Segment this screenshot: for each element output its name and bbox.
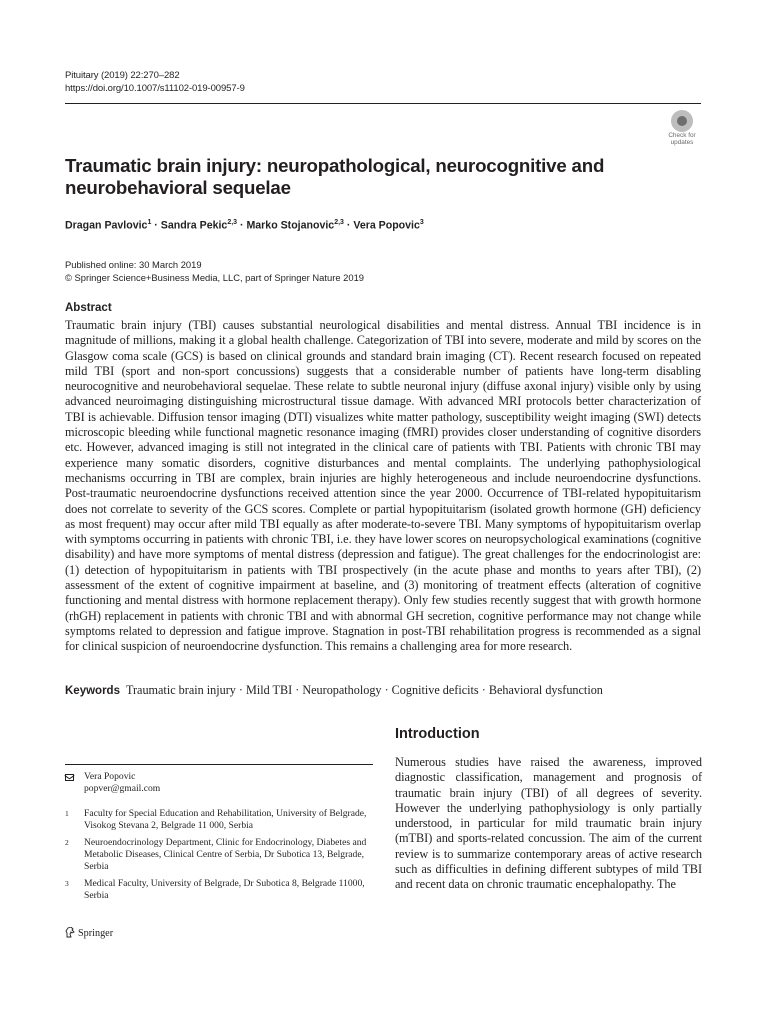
introduction-text: Numerous studies have raised the awareness, improved diagnostic classification, management and prognosis of traumatic brain injury (TBI) of all degrees of severity. However the underlying pathophysiology is only partially understood, in particular for mild traumatic brain injury (mTBI) and sports-related concussion. The aim of the current review is to summarize contemporary areas of active research such as difficulties in defining different subtypes of mild TBI and recent data on chronic traumatic encephalopathy. The [395, 755, 702, 892]
affiliation-number: 2 [65, 838, 69, 847]
doi-link[interactable]: https://doi.org/10.1007/s11102-019-00957-9 [65, 83, 245, 94]
author-affiliation: 3 [419, 219, 424, 226]
author-separator: · [343, 219, 354, 232]
publisher-name: Springer [78, 928, 114, 939]
affiliation-number: 3 [65, 879, 69, 888]
author-name[interactable]: Sandra Pekic [160, 219, 228, 232]
author-affiliation: 2,3 [227, 219, 238, 226]
author-separator: · [151, 219, 161, 232]
corresponding-email[interactable]: popver@gmail.com [84, 783, 161, 794]
author-name[interactable]: Marko Stojanovic [246, 219, 335, 232]
abstract-heading: Abstract [65, 302, 112, 314]
author-affiliation: 2,3 [334, 219, 344, 226]
badge-line-2: updates [670, 139, 694, 146]
abstract-text: Traumatic brain injury (TBI) causes substantial neurological disabilities and mental distress. Annual TBI incidence is in magnitude of millions, making it a global health challenge. Categorization of TBI into severe, moderate and mild by scores on the Glasgow coma scale (GCS) is based on clinical grounds and standard brain imaging (CT). Recent research focused on repeated mild TBI (sport and non-sport concussions) suggests that a considerable number of patients have long-term disabling neurocognitive and neurobehavioral sequelae. These relate to subtle neuronal injury (diffuse axonal injury) visible only by using advanced neuroimaging distinguishing microstructural tissue damage. With advanced MRI protocols better characterization of TBI is achievable. Diffusion tensor imaging (DTI) visualizes white matter pathology, susceptibility weight imaging (SWI) detects microscopic bleeding while functional magnetic resonance imaging (fMRI) provides closer understanding of cognitive disorders etc. However, advanced imaging is still not integrated in the clinical care of patients with TBI. Patients with chronic TBI may experience many somatic disorders, cognitive disturbances and mental complaints. The underlying pathophysiological mechanisms occurring in TBI are complex, brain injuries are highly heterogeneous and include neuroendocrine dysfunctions. Post-traumatic neuroendocrine dysfunctions received attention since the year 2000. Occurrence of TBI-related hypopituitarism does not correlate to severity of the GCS scores. Complete or partial hypopituitarism (isolated growth hormone (GH) deficiency as most frequent) may occur after mild TBI equally as after moderate-to-severe TBI. Many symptoms of hypopituitarism overlap with symptoms occurring in patients with chronic TBI, i.e. they have lower scores on neuropsychological examinations (cognitive disability) and have more symptoms of mental distress (depression and fatigue). The great challenges for the endocrinologist are: (1) detection of hypopituitarism in patients with TBI prospectively (in the acute phase and months to years after TBI), (2) assessment of the extent of cognitive impairment at baseline, and (3) monitoring of treatment effects (alteration of cognitive functioning and mental distress with hormone replacement therapy). Only few studies recently suggest that with growth hormone (rhGH) replacement in patients with chronic TBI and with abnormal GH secretion, cognitive performance may not change while symptoms related to depression and fatigue improve. Stagnation in post-TBI rehabilitation progress is recommended as a signal for clinical suspicion of neuroendocrine dysfunction. This remains a challenging area for more research. [65, 318, 701, 654]
author-affiliation: 1 [147, 219, 152, 226]
publication-info [65, 258, 364, 284]
affiliation-text: Medical Faculty, University of Belgrade, Dr Subotica 8, Belgrade 11000, Serbia [84, 878, 365, 901]
published-date: Published online: 30 March 2019 [65, 259, 202, 270]
author-list [65, 219, 424, 232]
affiliation-text: Neuroendocrinology Department, Clinic for Endocrinology, Diabetes and Metabolic Diseases, Clinical Centre of Serbia, Dr Subotica 13, Belgrade, Serbia [84, 837, 367, 872]
author-separator: · [237, 219, 247, 232]
affiliation-3 [65, 878, 373, 904]
journal-citation: Pituitary (2019) 22:270–282 [65, 70, 180, 81]
affiliation-2 [65, 837, 373, 875]
corresponding-author [65, 771, 373, 797]
affiliation-1 [65, 808, 373, 834]
keywords-line [65, 683, 603, 698]
corresponding-name: Vera Popovic [84, 771, 136, 782]
publisher-footer [65, 927, 113, 939]
author-name[interactable]: Dragan Pavlovic [65, 219, 148, 232]
header-rule [65, 103, 701, 104]
springer-horse-icon [65, 927, 75, 938]
footnote-rule [65, 764, 373, 765]
keywords-label: Keywords [65, 685, 120, 697]
affiliation-number: 1 [65, 809, 69, 818]
affiliation-text: Faculty for Special Education and Rehabilitation, University of Belgrade, Visokog Stevana 2, Belgrade 11 000, Serbia [84, 808, 367, 831]
copyright-notice: © Springer Science+Business Media, LLC, part of Springer Nature 2019 [65, 272, 364, 283]
introduction-heading: Introduction [395, 726, 480, 742]
article-title: Traumatic brain injury: neuropathological, neurocognitive and neurobehavioral sequelae [65, 155, 605, 198]
badge-line-1: Check for [668, 132, 696, 139]
check-updates-icon [671, 110, 693, 132]
author-name[interactable]: Vera Popovic [353, 219, 420, 232]
check-for-updates-badge[interactable] [663, 110, 701, 148]
envelope-icon [65, 774, 74, 781]
keywords-text: Traumatic brain injury · Mild TBI · Neuropathology · Cognitive deficits · Behavioral dysfunction [125, 683, 603, 697]
